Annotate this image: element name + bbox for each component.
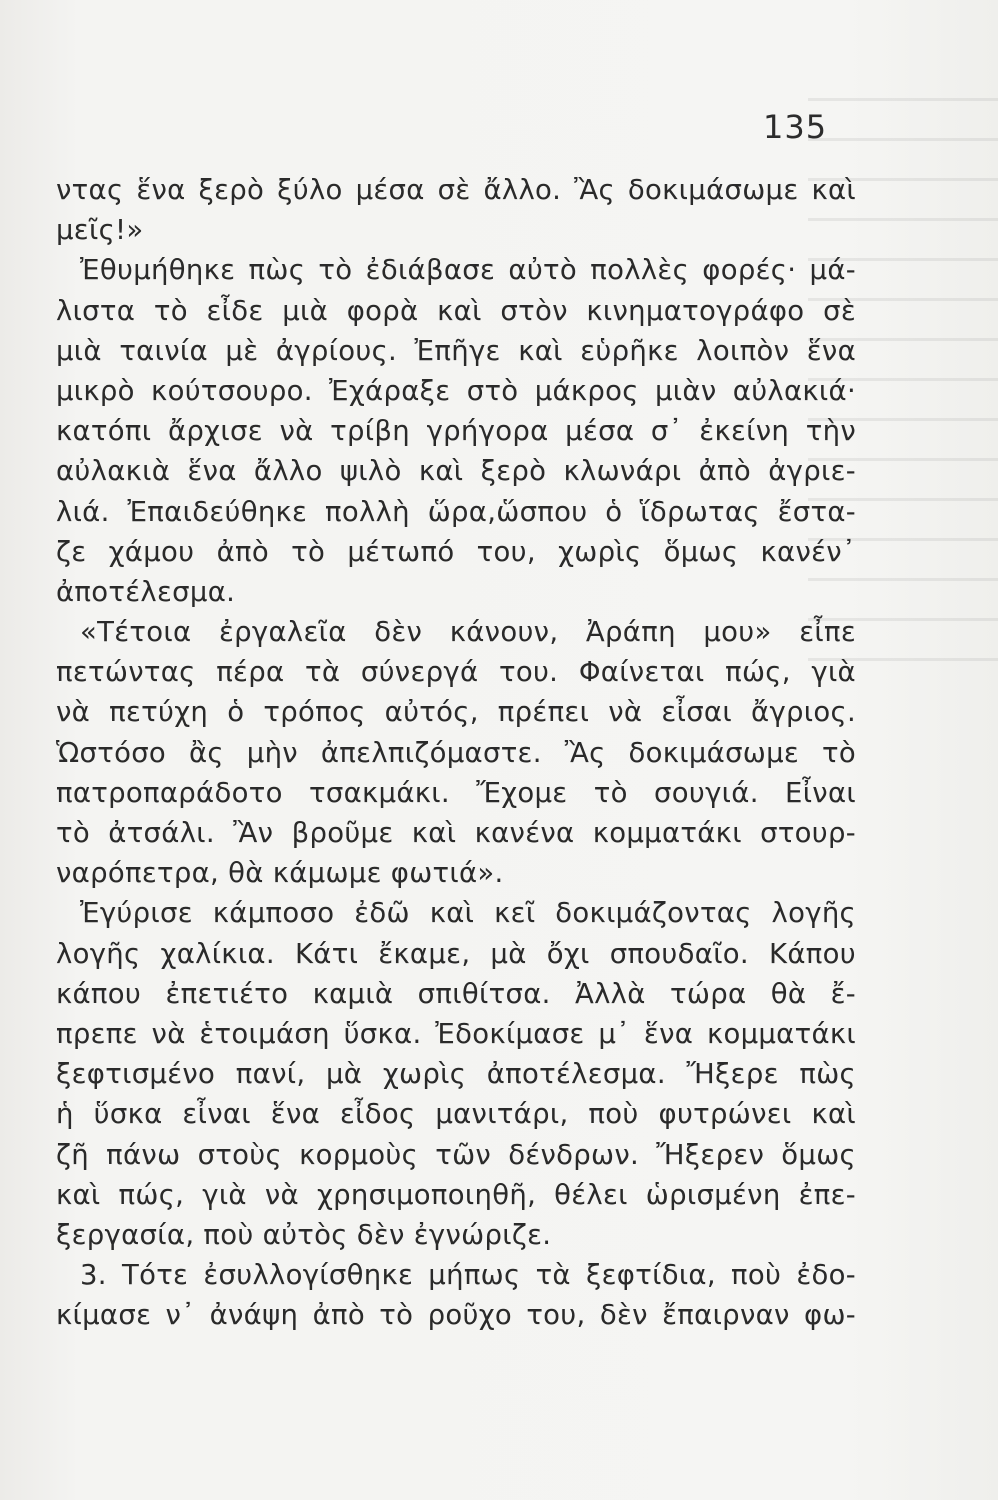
text-line: λιστα τὸ εἶδε μιὰ φορὰ καὶ στὸν κινηματογράφο σὲ <box>56 294 856 327</box>
text-line: Ἐγύρισε κάμποσο ἐδῶ καὶ κεῖ δοκιμάζοντας λογῆς <box>80 897 856 930</box>
text-line: πρεπε νὰ ἑτοιμάση ὕσκα. Ἐδοκίμασε μ᾽ ἕνα κομματάκι <box>56 1017 856 1050</box>
text-line: κατόπι ἄρχισε νὰ τρίβη γρήγορα μέσα σ᾽ ἐκείνη τὴν <box>56 415 856 448</box>
body-text <box>56 170 856 1335</box>
text-line: ζε χάμου ἀπὸ τὸ μέτωπό του, χωρὶς ὅμως κανέν᾽ <box>56 535 856 568</box>
text-line: μικρὸ κούτσουρο. Ἐχάραξε στὸ μάκρος μιὰν αὐλακιά· <box>56 374 856 407</box>
text-line: ναρόπετρα, θὰ κάμωμε φωτιά». <box>56 857 504 890</box>
page-number: 135 <box>763 108 828 146</box>
text-line: ξεφτισμένο πανί, μὰ χωρὶς ἀποτέλεσμα. Ἤξερε πὼς <box>56 1058 856 1091</box>
text-line: πετώντας πέρα τὰ σύνεργά του. Φαίνεται πώς, γιὰ <box>56 656 856 689</box>
text-line: λογῆς χαλίκια. Κάτι ἔκαμε, μὰ ὄχι σπουδαῖο. Κάπου <box>56 937 856 970</box>
text-line: Ὡστόσο ἂς μὴν ἀπελπιζόμαστε. Ἂς δοκιμάσωμε τὸ <box>56 736 856 769</box>
text-line: ζῆ πάνω στοὺς κορμοὺς τῶν δένδρων. Ἤξερεν ὅμως <box>56 1138 856 1171</box>
text-line: αὐλακιὰ ἕνα ἄλλο ψιλὸ καὶ ξερὸ κλωνάρι ἀπὸ ἀγριε- <box>56 455 856 488</box>
text-line: καὶ πώς, γιὰ νὰ χρησιμοποιηθῆ, θέλει ὡρισμένη ἐπε- <box>56 1178 856 1211</box>
text-line: μιὰ ταινία μὲ ἀγρίους. Ἐπῆγε καὶ εὑρῆκε λοιπὸν ἕνα <box>56 334 856 367</box>
text-line: Ἐθυμήθηκε πὼς τὸ ἐδιάβασε αὐτὸ πολλὲς φορές· μά- <box>80 254 856 287</box>
text-line: τὸ ἀτσάλι. Ἂν βροῦμε καὶ κανένα κομματάκι στουρ- <box>56 817 856 849</box>
text-line: κίμασε ν᾽ ἀνάψη ἀπὸ τὸ ροῦχο του, δὲν ἔπαιρναν φω- <box>56 1299 856 1332</box>
text-line: λιά. Ἐπαιδεύθηκε πολλὴ ὥρα,ὥσπου ὁ ἵδρωτας ἔστα- <box>56 495 856 528</box>
text-line: νὰ πετύχη ὁ τρόπος αὐτός, πρέπει νὰ εἶσαι ἄγριος. <box>56 696 856 729</box>
text-line: κάπου ἐπετιέτο καμιὰ σπιθίτσα. Ἀλλὰ τώρα θὰ ἔ- <box>56 977 856 1010</box>
text-line: ντας ἕνα ξερὸ ξύλο μέσα σὲ ἄλλο. Ἂς δοκιμάσωμε καὶ <box>56 174 856 206</box>
text-line: πατροπαράδοτο τσακμάκι. Ἔχομε τὸ σουγιά. Εἶναι <box>56 776 856 809</box>
text-line: 3. Τότε ἐσυλλογίσθηκε μήπως τὰ ξεφτίδια, ποὺ ἐδο- <box>80 1259 856 1292</box>
text-line: ἡ ὕσκα εἶναι ἕνα εἶδος μανιτάρι, ποὺ φυτρώνει καὶ <box>56 1098 856 1131</box>
text-line: μεῖς!» <box>56 214 144 247</box>
text-line: ἀποτέλεσμα. <box>56 575 236 608</box>
text-line: «Τέτοια ἐργαλεῖα δὲν κάνουν, Ἀράπη μου» εἶπε <box>80 616 856 649</box>
text-line: ξεργασία, ποὺ αὐτὸς δὲν ἐγνώριζε. <box>56 1218 552 1251</box>
